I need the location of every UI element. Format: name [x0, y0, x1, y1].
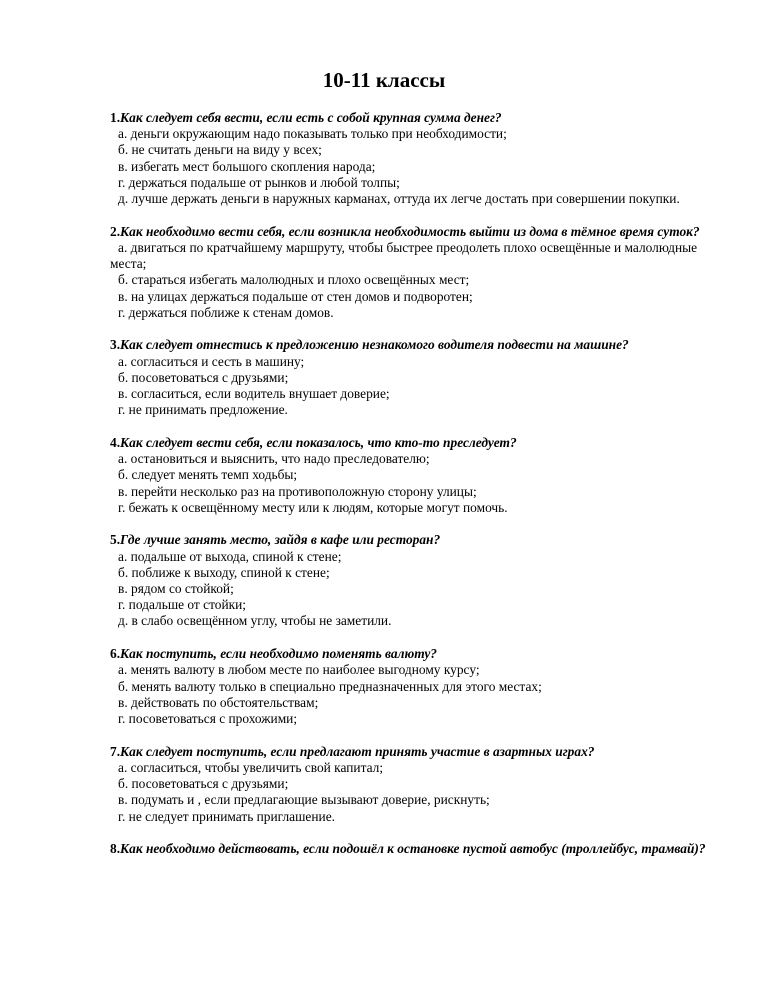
question-number: 4. — [110, 434, 121, 450]
question-block — [110, 646, 710, 727]
answer-option: г. не принимать предложение. — [118, 402, 288, 418]
question-number: 3. — [110, 337, 121, 353]
question-heading — [110, 224, 710, 240]
question-block — [110, 224, 710, 321]
answer-option: б. не считать деньги на виду у всех; — [118, 142, 322, 158]
answer-option: а. двигаться по кратчайшему маршруту, чтобы быстрее преодолеть плохо освещённые и малолюдные места; — [110, 239, 698, 272]
question-text: Как необходимо действовать, если подошёл к остановке пустой автобус (троллейбус, трамвай)? — [120, 841, 706, 857]
answer-option: а. остановиться и выяснить, что надо преследователю; — [118, 451, 430, 467]
question-heading — [110, 435, 710, 451]
answer-option: а. согласиться и сесть в машину; — [118, 353, 305, 369]
answer-option: в. на улицах держаться подальше от стен домов и подворотен; — [118, 288, 473, 304]
answer-option: в. действовать по обстоятельствам; — [118, 694, 319, 710]
question-number: 5. — [110, 532, 121, 548]
question-number: 8. — [110, 841, 121, 857]
answer-option: в. рядом со стойкой; — [118, 581, 234, 597]
answer-option: б. стараться избегать малолюдных и плохо освещённых мест; — [118, 272, 470, 288]
question-heading — [110, 841, 710, 857]
question-number: 1. — [110, 110, 121, 125]
answer-option: в. избегать мест большого скопления народа; — [118, 158, 376, 174]
answer-option: б. менять валюту только в специально предназначенных для этого местах; — [118, 678, 542, 694]
question-text: Как следует вести себя, если показалось, что кто-то преследует? — [120, 434, 517, 450]
question-heading — [110, 646, 710, 662]
answer-option: а. деньги окружающим надо показывать только при необходимости; — [118, 126, 507, 142]
question-text: Как поступить, если необходимо поменять валюту? — [120, 646, 437, 662]
question-text: Как следует себя вести, если есть с собой крупная сумма денег? — [120, 110, 502, 125]
answer-option: а. подальше от выхода, спиной к стене; — [118, 548, 342, 564]
question-block — [110, 841, 710, 857]
question-text: Где лучше занять место, зайдя в кафе или ресторан? — [120, 532, 441, 548]
answer-option: в. согласиться, если водитель внушает доверие; — [118, 386, 390, 402]
question-number: 6. — [110, 646, 121, 662]
answer-option: б. поближе к выходу, спиной к стене; — [118, 564, 330, 580]
answer-option: б. следует менять темп ходьбы; — [118, 467, 298, 483]
answer-option: г. держаться подальше от рынков и любой толпы; — [118, 174, 400, 190]
question-number: 2. — [110, 223, 121, 239]
answer-option: г. посоветоваться с прохожими; — [118, 711, 298, 726]
question-heading — [110, 532, 710, 548]
question-block — [110, 532, 710, 629]
question-text: Как следует поступить, если предлагают принять участие в азартных играх? — [120, 743, 595, 759]
question-text: Как необходимо вести себя, если возникла необходимость выйти из дома в тёмное время суток? — [120, 223, 700, 239]
answer-option: г. не следует принимать приглашение. — [118, 808, 335, 824]
question-heading — [110, 110, 710, 126]
answer-option: г. подальше от стойки; — [118, 597, 247, 613]
question-block — [110, 337, 710, 418]
answer-option: г. держаться поближе к стенам домов. — [118, 304, 334, 320]
answer-option: а. менять валюту в любом месте по наиболее выгодному курсу; — [118, 662, 480, 678]
question-list — [110, 110, 710, 874]
answer-option: а. согласиться, чтобы увеличить свой капитал; — [118, 759, 384, 775]
answer-option: д. в слабо освещённом углу, чтобы не заметили. — [118, 613, 392, 629]
question-text: Как следует отнестись к предложению незнакомого водителя подвести на машине? — [120, 337, 629, 353]
answer-option: б. посоветоваться с друзьями; — [118, 369, 289, 385]
question-block — [110, 110, 710, 207]
answer-option: в. подумать и , если предлагающие вызывают доверие, рискнуть; — [118, 792, 490, 808]
question-block — [110, 435, 710, 516]
answer-option: в. перейти несколько раз на противоположную сторону улицы; — [118, 483, 477, 499]
answer-option: д. лучше держать деньги в наружных карманах, оттуда их легче достать при совершении покупки. — [118, 191, 680, 207]
question-heading — [110, 744, 710, 760]
question-number: 7. — [110, 743, 121, 759]
answer-option: г. бежать к освещённому месту или к людям, которые могут помочь. — [118, 499, 508, 515]
question-block — [110, 744, 710, 825]
page-title: 10-11 классы — [322, 68, 446, 92]
question-heading — [110, 337, 710, 353]
answer-option: б. посоветоваться с друзьями; — [118, 776, 289, 792]
